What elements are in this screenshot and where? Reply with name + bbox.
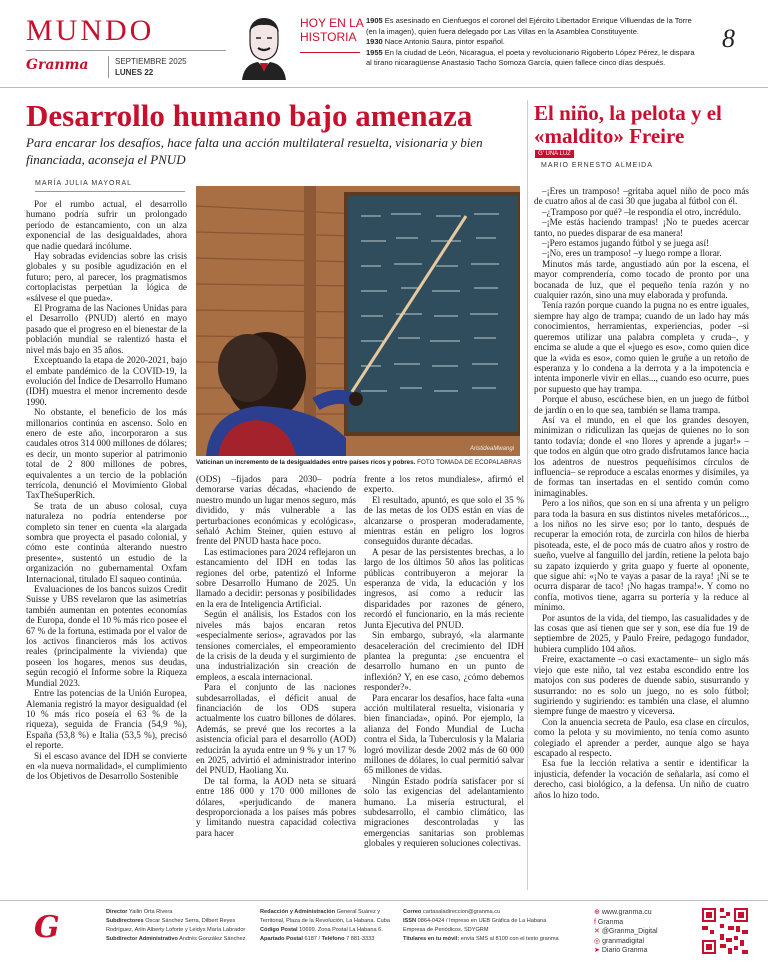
paragraph: Sin embargo, subrayó, «la alarmante desaceleración del crecimiento del IDH plantea la pregunta: ¿se encuentra el desarrollo humano en un punto de inflexión? Y, en ese caso, ¿cómo debemos responder?». — [364, 630, 524, 693]
paragraph: Esa fue la lección relativa a sentir e identificar la injusticia, defender la vocación de señalarla, así como el derecho, casi biológico, a la defensa. Un niño de cuatro años lo hizo todo. — [534, 758, 749, 800]
paragraph: A pesar de las persistentes brechas, a lo largo de los últimos 50 años las políticas públicas contribuyeron a mejorar la esperanza de vida, la educación y los ingresos, así como a reducir las disparidades por razones de género, recordó el funcionario, en la más reciente Junta Ejecutiva del PNUD. — [364, 546, 524, 630]
history-item: 1905 Es asesinado en Cienfuegos el coronel del Ejército Libertador Enrique Villuendas de la Torre (en la imagen), quien fuera delegado por Las Villas en la Asamblea Constituyente. — [366, 16, 692, 36]
header-rule — [26, 50, 226, 51]
paragraph: No obstante, el beneficio de los más millonarios continúa en ascenso. Solo en enero de este año, incorporaron a sus caudales otros 314 000 millones de dólares; es decir, un monto superior al patrimonio total de 2 800 millones de pobres, equivalentes a un tercio de la población terrícola, denunció el Movimiento Global TaxTheSuperRich. — [26, 407, 187, 501]
paragraph: Pero a los niños, que son en sí una afrenta y un peligro para toda la basura en sus distintos niveles metafóricos..., a los niños no les sirve eso; por lo tanto, después de recuperar la emoción rota, de zurcirla con hilos de hierba pisoteada, este, el de poco más de cuatro años y rostro de sueño, vuelve al fanguillo del jardín, retiene la pelota bajo su zapato izquierdo y grita guapo y fuerte al oponente, que sigue ahí: «¡No te vayas a pasar de la raya! ¡Ni se te ocurra disparar de taco! ¡No hagas trampa!». Y como no confía, motivos tiene, agarra su portería y la reduce al mínimo. — [534, 498, 749, 613]
history-list — [366, 16, 701, 69]
portrait-image — [236, 14, 292, 80]
photo-caption: Vaticinan un incremento de la desigualdades entre países ricos y pobres. FOTO TOMADA DE ECOPALABRAS — [196, 459, 522, 466]
facebook-link[interactable]: f Granma — [594, 918, 624, 926]
column-divider — [527, 100, 528, 890]
article-photo — [196, 186, 520, 456]
paragraph: Así va el mundo, en el que los grandes desoyen, minimizan o ridiculizan las quejas de quienes no lo son tanto todavía; donde el «no llores y aprende a jugar!» –que todos en algún que otro grado disfrutamos lance hacia los adentros de nuestros pequeñísimos círculos de influencia– se reproduce a escalas enormes y disímiles, ya de formas tan insertadas en el sentido común como inimaginables. — [534, 414, 749, 498]
instagram-link[interactable]: ◎ granmadigital — [594, 937, 645, 945]
masthead — [0, 0, 768, 88]
paragraph: frente a los retos mundiales», afirmó el experto. — [364, 474, 524, 495]
paragraph: –¡No, eres un tramposo! –y luego rompe a llorar. — [542, 248, 722, 259]
paragraph: Con la anuencia secreta de Paulo, esa clase en círculos, como la pelota y su movimiento, no tenía como asunto colegiado el aprender a perder, aunque algo se haya escapado al respecto. — [534, 716, 749, 758]
paragraph: –¡Eres un tramposo! –gritaba aquel niño de poco más de cuatro años al de casi 30 que jugaba al fútbol con él. — [534, 186, 749, 207]
history-item: 1955 En la ciudad de León, Nicaragua, el poeta y revolucionario Rigoberto López Pérez, le dispara al tirano nicaragüense Anastasio Tacho Somoza García, quien fallece cinco días después. — [366, 47, 695, 67]
main-deck: Para encarar los desafíos, hace falta una acción multilateral resuelta, visionaria y bien financiada, aconseja el PNUD — [26, 135, 483, 167]
paragraph: Las estimaciones para 2024 reflejaron un estancamiento del IDH en todas las regiones del orbe, patentizó el Informe sobre Desarrollo Humano de 2025. Un llamado a decidir: personas y posibilidades en la era de Inteligencia Artificial. — [196, 546, 356, 609]
social-handles — [594, 908, 694, 956]
side-tag: G' UNA LUZ — [535, 150, 574, 158]
date-block — [108, 56, 187, 78]
month-year: SEPTIEMBRE 2025 — [115, 57, 187, 66]
main-article-column-2 — [196, 474, 356, 900]
paragraph: Evaluaciones de los bancos suizos Credit Suisse y UBS revelaron que las asimetrías también aumentan en potentes economías de Europa, donde el 10 % más rico posee el 67 % de la fortuna, estimada por el valor de los activos financieros más los activos reales (principalmente la vivienda) que poseen los hogares, menos sus deudas, según recogió el Informe sobre la Riqueza Mundial 2023. — [26, 584, 187, 688]
paragraph: (ODS) –fijados para 2030– podría demorarse varias décadas, «haciendo de nuestro mundo un lugar menos seguro, más dividido, y más vulnerable a las perturbaciones económicas y ecológicas», señaló Achim Steiner, quien estuvo al frente del PNUD hasta hace poco. — [196, 474, 356, 547]
history-rule — [300, 52, 360, 53]
paragraph: Exceptuando la etapa de 2020-2021, bajo el embate pandémico de la COVID-19, la evolución del Índice de Desarrollo Humano (IDH) muestra el menor incremento desde 1990. — [26, 355, 187, 407]
telegram-icon: ➤ — [594, 947, 600, 955]
paragraph: Ningún Estado podría satisfacer por sí solo las exigencias del adelantamiento humano. La miseria estructural, el subdesarrollo, el cambio climático, las migraciones descontroladas y las emergencias sanitarias son problemas globales y requieren soluciones colectivas. — [364, 775, 524, 849]
paragraph: –¡Me estás haciendo trampas! ¡No te puedes acercar tanto, no puedes disparar de esa manera! — [534, 217, 749, 238]
paragraph: Si el escaso avance del IDH se convierte en «la nueva normalidad», el cumplimiento de los Objetivos de Desarrollo Sostenible — [26, 750, 187, 782]
paragraph: Por el rumbo actual, el desarrollo humano podría sufrir un prolongado período de estancamiento, con un alza exponencial de las desigualdades, ahora que nadie quedará incólume. — [26, 199, 187, 251]
paragraph: –¡Pero estamos jugando fútbol y se juega así! — [542, 238, 710, 249]
paragraph: El resultado, apuntó, es que solo el 35 % de las metas de los ODS están en vías de alcanzarse o prosperan moderadamente, mientras están en peligro los logros conseguidos durante décadas. — [364, 494, 524, 547]
side-byline: MARIO ERNESTO ALMEIDA — [541, 162, 653, 169]
paragraph: Minutos más tarde, angustiado aún por la escena, el mayor comprendería, como tocado de pronto por una bocanada de luz, que el pequeño tenía razón y no cualquier razón, sino una muy elaborada y profunda. — [534, 258, 749, 301]
history-title: HOY EN LA HISTORIA — [300, 16, 364, 44]
section-title: MUNDO — [26, 14, 155, 47]
paragraph: De tal forma, la AOD neta se situará entre 186 000 y 170 000 millones de dólares, «perjudicando de manera desproporcionada a los países más pobres y limitando nuestra capacidad colectiva para hacer — [196, 775, 356, 838]
history-item: 1930 Nace Antonio Saura, pintor español. — [366, 37, 505, 46]
paragraph: –¿Tramposo por qué? –le respondía el otro, incrédulo. — [542, 206, 741, 217]
instagram-icon: ◎ — [594, 937, 601, 945]
photo-credit: AristideaMwangi — [469, 446, 514, 452]
footer-contact: Correo cartasaladireccion@granma.cu ISSN 0864-0424 / Impreso en UEB Gráfica de La Habana Empresa de Periódicos. SDYGRM Titulares en tu móvil: envía SMS al 8100 con el texto granma — [403, 909, 559, 942]
side-article-body — [534, 186, 749, 900]
paragraph: Según el análisis, los Estados con los niveles más bajos encaran retos «especialmente serios», agravados por las tensiones comerciales, el empeoramiento de la crisis de la deuda y el surgimiento de una industrialización sin creación de empleos, a escala internacional. — [196, 609, 356, 682]
page-number: 8 — [722, 24, 735, 53]
footer-staff: Director Yailin Orta Rivera Subdirectores Oscar Sánchez Serra, Dilbert Reyes Rodríguez, Arlin Alberty Loforte y Leidys María Labrador Subdirector Administrativo Andrés González Sánchez — [106, 909, 246, 942]
facebook-icon: f — [594, 918, 596, 926]
brand-logo: Granma — [26, 57, 89, 73]
footer-logo: G — [34, 910, 60, 945]
day: LUNES 22 — [115, 68, 154, 77]
paragraph: Para encarar los desafíos, hace falta «una acción multilateral resuelta, visionaria y bien financiada», opinó. Por ejemplo, la alianza del Fondo Mundial de Lucha contra el Sida, la Tuberculosis y la Malaria logró movilizar desde 2002 más de 60 000 millones de dólares, lo cual permitió salvar 65 millones de vidas. — [364, 692, 524, 776]
qr-code-icon[interactable] — [700, 906, 750, 956]
paragraph: Freire, exactamente –o casi exactamente– un siglo más viejo que este niño, tal vez estaba escondido entre los matojos con sus poderes de duende sabio, susurrando y susurrando: no es solo un juego, no es solo fútbol; sugiriendo y sugiriendo: es también una clase, el alumno siempre funge de maestro y viceversa. — [534, 654, 749, 717]
paragraph: Entre las potencias de la Unión Europea, Alemania registró la mayor desigualdad (el 10 % más rico poseía el 63 % de la riqueza), seguida de Francia (54,9 %), España (53,8 %) e Italia (53,5 %), precisó el reporte. — [26, 688, 187, 751]
paragraph: Para el conjunto de las naciones subdesarrolladas, el déficit anual de financiación de los ODS supera actualmente los cuatro billones de dólares. Además, se prevé que los recortes a la asistencia oficial para el desarrollo (AOD) reducirán la ayuda entre un 9 % y un 17 % en 2025, advirtió el administrador interino del PNUD, Haoliang Xu. — [196, 682, 356, 776]
paragraph: Porque el abuso, escúchese bien, en un juego de fútbol de jardín o en lo que sea, también se llama trampa. — [534, 394, 749, 415]
main-byline: MARÍA JULIA MAYORAL — [35, 180, 133, 187]
main-article-column-3 — [364, 474, 524, 900]
main-headline: Desarrollo humano bajo amenaza — [26, 98, 473, 133]
paragraph: Tenía razón porque cuando la pugna no es entre iguales, siempre hay algo de trampa; cuando de un lado hay más conocimientos, herramientas, experiencias, poder –si queremos utilizar una palabra completa y cruda–, y encima se alude a que el «juego es eso», como quien dice que la «vida es eso», como quien le gruñe a un retoño de esperanza y lo condena a la derrota y a la impotencia e intenta imponerle vivir en ellas..., cuando eso ocurre, pues por supuesto que hay trampa. — [534, 300, 749, 394]
paragraph: El Programa de las Naciones Unidas para el Desarrollo (PNUD) alertó en mayo pasado que el progreso en el bienestar de la población mundial se ralentizó hasta el nivel más bajo en 35 años. — [26, 303, 187, 355]
paragraph: Se trata de un abuso colosal, cuya naturaleza no podría entenderse por completo sin tener en cuenta «la alargada sombra que proyecta el pasado colonial, y cómo este continúa alterando nuestro presente», sustentó un estudio de la organización no gubernamental Oxfam Internacional, titulado El saqueo continúa. — [26, 500, 187, 584]
side-headline: El niño, la pelota y el «maldito» Freire — [534, 101, 722, 148]
globe-icon: ⊕ — [594, 909, 600, 916]
twitter-icon: ✕ — [594, 928, 600, 936]
twitter-link[interactable]: ✕ @Granma_Digital — [594, 928, 658, 936]
website-link[interactable]: ⊕ www.granma.cu — [594, 909, 652, 916]
paragraph: Por asuntos de la vida, del tiempo, las casualidades y de las cosas que así tienen que ser y son, ese día fue 19 de septiembre de 2025, y Paulo Freire, pedagogo fundador, hubiera cumplido 104 años. — [534, 612, 749, 654]
paragraph: Hay sobradas evidencias sobre las crisis globales y su posible agudización en el futuro; pero, al parecer, los pragmatismos cortoplacistas perpetúan la lógica de «sálvese el que pueda». — [26, 251, 187, 303]
footer-address: Redacción y Administración General Suárez y Territorial, Plaza de la Revolución, La Habana. Cuba Código Postal 10699. Zona Postal La Habana 6. Apartado Postal 6187 / Teléfono 7 881-3333 — [260, 909, 390, 942]
main-article-column-1 — [26, 199, 187, 899]
classroom-photo — [196, 186, 520, 456]
telegram-link[interactable]: ➤ Diario Granma — [594, 947, 648, 955]
